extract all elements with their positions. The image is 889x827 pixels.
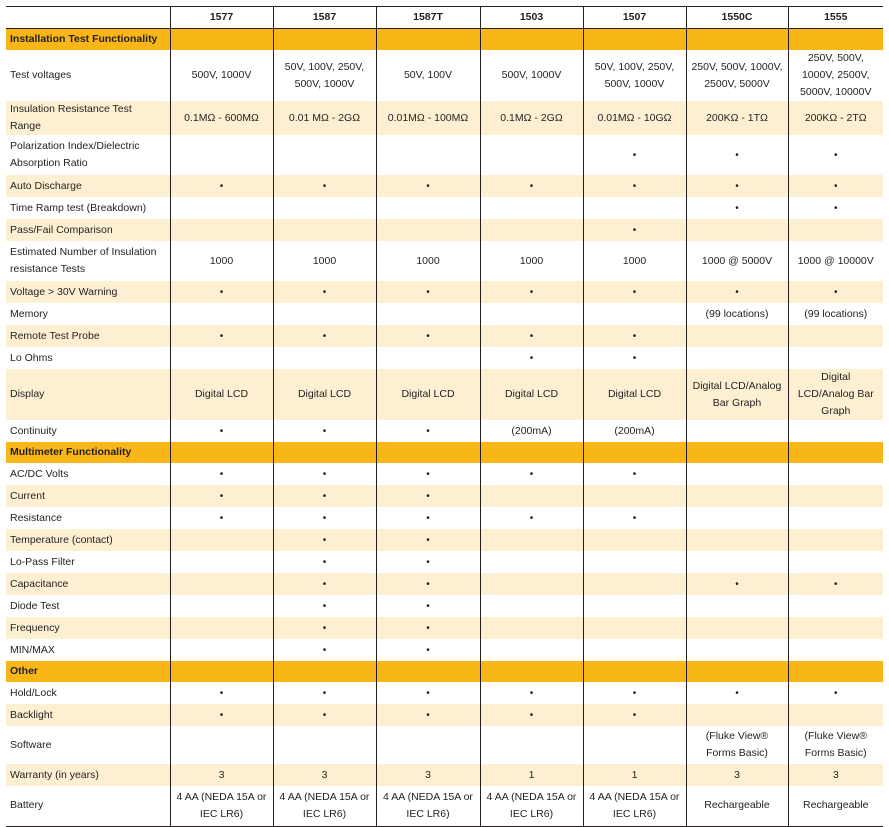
table-cell bbox=[170, 529, 273, 551]
table-cell bbox=[480, 219, 583, 241]
table-cell: Digital LCD bbox=[170, 369, 273, 420]
feature-dot: • bbox=[583, 135, 686, 175]
table-row bbox=[6, 682, 883, 704]
row-label: Lo-Pass Filter bbox=[10, 555, 75, 568]
feature-dot: • bbox=[376, 281, 480, 303]
feature-dot: • bbox=[788, 197, 883, 219]
feature-dot: • bbox=[686, 281, 788, 303]
section-empty-cell bbox=[788, 29, 883, 51]
section-empty-cell bbox=[170, 29, 273, 51]
table-cell: 4 AA (NEDA 15A or IEC LR6) bbox=[376, 786, 480, 826]
feature-dot: • bbox=[480, 347, 583, 369]
feature-dot: • bbox=[170, 463, 273, 485]
table-row bbox=[6, 786, 883, 826]
table-cell: 3 bbox=[376, 764, 480, 786]
table-cell bbox=[583, 485, 686, 507]
table-row bbox=[6, 369, 883, 420]
table-cell: 250V, 500V, 1000V, 2500V, 5000V bbox=[686, 50, 788, 101]
feature-dot: • bbox=[583, 281, 686, 303]
row-label: Lo Ohms bbox=[10, 351, 53, 364]
feature-dot: • bbox=[583, 682, 686, 704]
feature-dot: • bbox=[583, 507, 686, 529]
row-label: AC/DC Volts bbox=[10, 467, 69, 480]
feature-dot: • bbox=[170, 325, 273, 347]
feature-dot: • bbox=[480, 281, 583, 303]
table-cell bbox=[273, 197, 376, 219]
section-empty-cell bbox=[480, 29, 583, 51]
table-cell: (99 locations) bbox=[686, 303, 788, 325]
header-corner bbox=[6, 7, 170, 29]
table-cell bbox=[273, 135, 376, 175]
feature-dot: • bbox=[376, 573, 480, 595]
feature-dot: • bbox=[273, 175, 376, 197]
table-cell: (99 locations) bbox=[788, 303, 883, 325]
model-header: 1587 bbox=[273, 7, 376, 29]
feature-dot: • bbox=[273, 551, 376, 573]
table-cell: 0.01 MΩ - 2GΩ bbox=[273, 101, 376, 135]
table-cell: 0.01MΩ - 10GΩ bbox=[583, 101, 686, 135]
feature-dot: • bbox=[376, 463, 480, 485]
row-label: Memory bbox=[10, 307, 48, 320]
feature-dot: • bbox=[583, 347, 686, 369]
table-cell: Digital LCD bbox=[480, 369, 583, 420]
feature-dot: • bbox=[273, 529, 376, 551]
table-cell bbox=[686, 617, 788, 639]
table-cell: (200mA) bbox=[480, 420, 583, 442]
feature-dot: • bbox=[170, 281, 273, 303]
feature-dot: • bbox=[170, 175, 273, 197]
table-cell: 500V, 1000V bbox=[480, 50, 583, 101]
table-cell bbox=[686, 325, 788, 347]
table-cell: 3 bbox=[273, 764, 376, 786]
table-cell bbox=[583, 639, 686, 661]
feature-dot: • bbox=[376, 682, 480, 704]
table-row bbox=[6, 347, 883, 369]
table-cell bbox=[170, 135, 273, 175]
section-empty-cell bbox=[273, 29, 376, 51]
section-header bbox=[6, 442, 883, 463]
table-cell bbox=[686, 219, 788, 241]
table-cell bbox=[376, 197, 480, 219]
row-label: Backlight bbox=[6, 704, 170, 726]
table-cell: 4 AA (NEDA 15A or IEC LR6) bbox=[273, 786, 376, 826]
table-cell: Digital LCD bbox=[376, 369, 480, 420]
row-label: MIN/MAX bbox=[10, 643, 55, 656]
row-label: Display bbox=[6, 369, 170, 420]
feature-dot: • bbox=[788, 682, 883, 704]
model-header: 1503 bbox=[480, 7, 583, 29]
table-cell bbox=[788, 617, 883, 639]
feature-dot: • bbox=[273, 485, 376, 507]
table-cell bbox=[170, 617, 273, 639]
table-cell bbox=[376, 303, 480, 325]
feature-dot: • bbox=[788, 135, 883, 175]
row-label: Pass/Fail Comparison bbox=[6, 219, 170, 241]
feature-dot: • bbox=[273, 617, 376, 639]
model-header: 1587T bbox=[376, 7, 480, 29]
table-row bbox=[6, 463, 883, 485]
feature-dot: • bbox=[583, 175, 686, 197]
section-empty-cell bbox=[170, 661, 273, 682]
row-label: Remote Test Probe bbox=[6, 325, 170, 347]
table-cell bbox=[170, 219, 273, 241]
table-cell bbox=[170, 726, 273, 764]
row-label: Estimated Number of Insulation resistance Tests bbox=[10, 246, 157, 275]
table-cell: 3 bbox=[788, 764, 883, 786]
feature-dot: • bbox=[686, 197, 788, 219]
table-cell: 4 AA (NEDA 15A or IEC LR6) bbox=[480, 786, 583, 826]
table-cell: 4 AA (NEDA 15A or IEC LR6) bbox=[170, 786, 273, 826]
row-label: Resistance bbox=[10, 511, 62, 524]
table-cell bbox=[686, 551, 788, 573]
table-row bbox=[6, 507, 883, 529]
feature-dot: • bbox=[583, 219, 686, 241]
table-body bbox=[6, 29, 883, 827]
table-cell bbox=[583, 573, 686, 595]
table-cell: 3 bbox=[686, 764, 788, 786]
section-empty-cell bbox=[583, 29, 686, 51]
table-cell bbox=[376, 135, 480, 175]
feature-dot: • bbox=[273, 463, 376, 485]
table-cell: 50V, 100V bbox=[376, 50, 480, 101]
row-label: Temperature (contact) bbox=[6, 529, 170, 551]
table-cell bbox=[686, 529, 788, 551]
row-label: Diode Test bbox=[10, 599, 60, 612]
table-cell bbox=[170, 303, 273, 325]
model-header: 1577 bbox=[170, 7, 273, 29]
table-cell: 1000 @ 5000V bbox=[686, 241, 788, 281]
table-row bbox=[6, 325, 883, 347]
table-cell bbox=[170, 573, 273, 595]
table-cell: 4 AA (NEDA 15A or IEC LR6) bbox=[583, 786, 686, 826]
section-empty-cell bbox=[480, 661, 583, 682]
comparison-table bbox=[6, 6, 883, 827]
table-cell bbox=[480, 135, 583, 175]
table-cell bbox=[788, 325, 883, 347]
section-header bbox=[6, 661, 883, 682]
section-empty-cell bbox=[686, 442, 788, 463]
row-label: Software bbox=[10, 738, 52, 751]
table-cell: 500V, 1000V bbox=[170, 50, 273, 101]
feature-dot: • bbox=[170, 682, 273, 704]
table-row bbox=[6, 573, 883, 595]
feature-dot: • bbox=[376, 175, 480, 197]
model-header: 1550C bbox=[686, 7, 788, 29]
table-cell bbox=[788, 529, 883, 551]
table-cell bbox=[170, 197, 273, 219]
feature-dot: • bbox=[170, 420, 273, 442]
feature-dot: • bbox=[583, 325, 686, 347]
table-row bbox=[6, 101, 883, 135]
table-row bbox=[6, 617, 883, 639]
table-cell bbox=[788, 507, 883, 529]
feature-dot: • bbox=[170, 704, 273, 726]
table-row bbox=[6, 551, 883, 573]
row-label: Polarization Index/Dielectric Absorption Ratio bbox=[10, 140, 140, 169]
row-label: Capacitance bbox=[6, 573, 170, 595]
feature-dot: • bbox=[273, 281, 376, 303]
table-cell bbox=[788, 219, 883, 241]
feature-dot: • bbox=[480, 463, 583, 485]
table-cell bbox=[788, 595, 883, 617]
section-empty-cell bbox=[376, 661, 480, 682]
table-cell bbox=[686, 704, 788, 726]
table-cell: Rechargeable bbox=[788, 786, 883, 826]
table-cell: 0.1MΩ - 2GΩ bbox=[480, 101, 583, 135]
section-empty-cell bbox=[376, 29, 480, 51]
section-empty-cell bbox=[376, 442, 480, 463]
table-cell: (Fluke View® Forms Basic) bbox=[788, 726, 883, 764]
table-cell bbox=[480, 551, 583, 573]
feature-dot: • bbox=[480, 507, 583, 529]
table-cell bbox=[170, 347, 273, 369]
table-row bbox=[6, 281, 883, 303]
table-cell bbox=[583, 726, 686, 764]
table-cell bbox=[273, 347, 376, 369]
table-cell bbox=[170, 639, 273, 661]
section-empty-cell bbox=[170, 442, 273, 463]
table-cell bbox=[788, 347, 883, 369]
table-row bbox=[6, 704, 883, 726]
section-empty-cell bbox=[273, 442, 376, 463]
row-label: Frequency bbox=[6, 617, 170, 639]
table-row bbox=[6, 595, 883, 617]
feature-dot: • bbox=[583, 463, 686, 485]
table-cell bbox=[170, 551, 273, 573]
section-title: Installation Test Functionality bbox=[6, 29, 170, 51]
table-cell bbox=[788, 551, 883, 573]
feature-dot: • bbox=[480, 682, 583, 704]
table-row bbox=[6, 529, 883, 551]
feature-dot: • bbox=[376, 704, 480, 726]
table-cell: 1000 bbox=[480, 241, 583, 281]
feature-dot: • bbox=[273, 325, 376, 347]
table-cell: Digital LCD/Analog Bar Graph bbox=[686, 369, 788, 420]
table-cell bbox=[480, 595, 583, 617]
table-cell bbox=[788, 420, 883, 442]
section-title: Multimeter Functionality bbox=[6, 442, 170, 463]
section-empty-cell bbox=[788, 442, 883, 463]
table-cell bbox=[480, 529, 583, 551]
section-empty-cell bbox=[686, 29, 788, 51]
feature-dot: • bbox=[686, 175, 788, 197]
section-title: Other bbox=[6, 661, 170, 682]
table-cell bbox=[583, 303, 686, 325]
table-cell: 50V, 100V, 250V, 500V, 1000V bbox=[273, 50, 376, 101]
feature-dot: • bbox=[686, 682, 788, 704]
table-cell bbox=[686, 595, 788, 617]
table-cell bbox=[686, 485, 788, 507]
table-cell: 1 bbox=[583, 764, 686, 786]
table-cell bbox=[480, 726, 583, 764]
table-cell bbox=[376, 726, 480, 764]
table-cell bbox=[686, 463, 788, 485]
table-cell: Digital LCD/Analog Bar Graph bbox=[788, 369, 883, 420]
table-row bbox=[6, 764, 883, 786]
table-cell: 200KΩ - 1TΩ bbox=[686, 101, 788, 135]
feature-dot: • bbox=[273, 639, 376, 661]
feature-dot: • bbox=[273, 507, 376, 529]
feature-dot: • bbox=[788, 281, 883, 303]
row-label: Test voltages bbox=[10, 69, 72, 81]
table-row bbox=[6, 420, 883, 442]
section-empty-cell bbox=[583, 442, 686, 463]
feature-dot: • bbox=[170, 485, 273, 507]
row-label: Battery bbox=[6, 786, 170, 826]
table-cell bbox=[480, 485, 583, 507]
table-cell bbox=[170, 595, 273, 617]
table-cell bbox=[788, 639, 883, 661]
table-cell: 1000 bbox=[273, 241, 376, 281]
table-cell bbox=[583, 551, 686, 573]
row-label: Continuity bbox=[10, 424, 57, 437]
feature-dot: • bbox=[686, 135, 788, 175]
feature-dot: • bbox=[376, 595, 480, 617]
table-cell: 0.01MΩ - 100MΩ bbox=[376, 101, 480, 135]
table-row bbox=[6, 219, 883, 241]
table-cell bbox=[583, 617, 686, 639]
feature-dot: • bbox=[273, 420, 376, 442]
feature-dot: • bbox=[376, 507, 480, 529]
table-cell bbox=[376, 347, 480, 369]
model-header: 1507 bbox=[583, 7, 686, 29]
table-cell: 1000 bbox=[583, 241, 686, 281]
feature-dot: • bbox=[788, 175, 883, 197]
feature-dot: • bbox=[376, 485, 480, 507]
feature-dot: • bbox=[480, 325, 583, 347]
table-row bbox=[6, 726, 883, 764]
model-header: 1555 bbox=[788, 7, 883, 29]
table-cell: 1000 bbox=[170, 241, 273, 281]
feature-dot: • bbox=[273, 704, 376, 726]
feature-dot: • bbox=[273, 573, 376, 595]
table-cell: 3 bbox=[170, 764, 273, 786]
table-cell: 250V, 500V, 1000V, 2500V, 5000V, 10000V bbox=[788, 50, 883, 101]
feature-dot: • bbox=[376, 551, 480, 573]
feature-dot: • bbox=[480, 704, 583, 726]
table-cell bbox=[273, 726, 376, 764]
table-cell bbox=[480, 303, 583, 325]
table-cell bbox=[480, 617, 583, 639]
table-cell: 50V, 100V, 250V, 500V, 1000V bbox=[583, 50, 686, 101]
table-cell bbox=[686, 420, 788, 442]
table-cell bbox=[788, 704, 883, 726]
feature-dot: • bbox=[273, 682, 376, 704]
section-empty-cell bbox=[788, 661, 883, 682]
table-cell: 1000 bbox=[376, 241, 480, 281]
table-row bbox=[6, 175, 883, 197]
table-cell bbox=[273, 303, 376, 325]
table-cell bbox=[583, 197, 686, 219]
section-header bbox=[6, 29, 883, 51]
table-row bbox=[6, 639, 883, 661]
table-cell bbox=[376, 219, 480, 241]
feature-dot: • bbox=[480, 175, 583, 197]
table-cell: Digital LCD bbox=[583, 369, 686, 420]
table-cell: (200mA) bbox=[583, 420, 686, 442]
feature-dot: • bbox=[376, 529, 480, 551]
row-label: Auto Discharge bbox=[6, 175, 170, 197]
header-row bbox=[6, 7, 883, 29]
feature-dot: • bbox=[583, 704, 686, 726]
table-row bbox=[6, 50, 883, 101]
table-cell: (Fluke View® Forms Basic) bbox=[686, 726, 788, 764]
feature-dot: • bbox=[376, 420, 480, 442]
feature-dot: • bbox=[686, 573, 788, 595]
table-cell bbox=[583, 595, 686, 617]
table-cell: 200KΩ - 2TΩ bbox=[788, 101, 883, 135]
row-label: Voltage > 30V Warning bbox=[6, 281, 170, 303]
table-cell bbox=[480, 197, 583, 219]
table-cell bbox=[480, 639, 583, 661]
table-cell bbox=[788, 463, 883, 485]
table-row bbox=[6, 241, 883, 281]
section-empty-cell bbox=[273, 661, 376, 682]
table-row bbox=[6, 485, 883, 507]
table-cell bbox=[686, 507, 788, 529]
row-label: Time Ramp test (Breakdown) bbox=[10, 201, 147, 214]
section-empty-cell bbox=[686, 661, 788, 682]
row-label: Current bbox=[6, 485, 170, 507]
table-cell bbox=[273, 219, 376, 241]
table-cell: Digital LCD bbox=[273, 369, 376, 420]
table-row bbox=[6, 303, 883, 325]
feature-dot: • bbox=[376, 325, 480, 347]
row-label: Insulation Resistance Test Range bbox=[6, 101, 170, 135]
table-cell bbox=[788, 485, 883, 507]
section-empty-cell bbox=[583, 661, 686, 682]
feature-dot: • bbox=[170, 507, 273, 529]
row-label: Hold/Lock bbox=[10, 686, 57, 699]
feature-dot: • bbox=[273, 595, 376, 617]
feature-dot: • bbox=[376, 639, 480, 661]
table-cell: Rechargeable bbox=[686, 786, 788, 826]
table-cell: 0.1MΩ - 600MΩ bbox=[170, 101, 273, 135]
table-cell: 1000 @ 10000V bbox=[788, 241, 883, 281]
table-cell bbox=[686, 639, 788, 661]
section-empty-cell bbox=[480, 442, 583, 463]
feature-dot: • bbox=[376, 617, 480, 639]
feature-dot: • bbox=[788, 573, 883, 595]
table-cell bbox=[583, 529, 686, 551]
table-row bbox=[6, 135, 883, 175]
table-cell bbox=[686, 347, 788, 369]
table-cell bbox=[480, 573, 583, 595]
row-label: Warranty (in years) bbox=[6, 764, 170, 786]
table-cell: 1 bbox=[480, 764, 583, 786]
table-row bbox=[6, 197, 883, 219]
